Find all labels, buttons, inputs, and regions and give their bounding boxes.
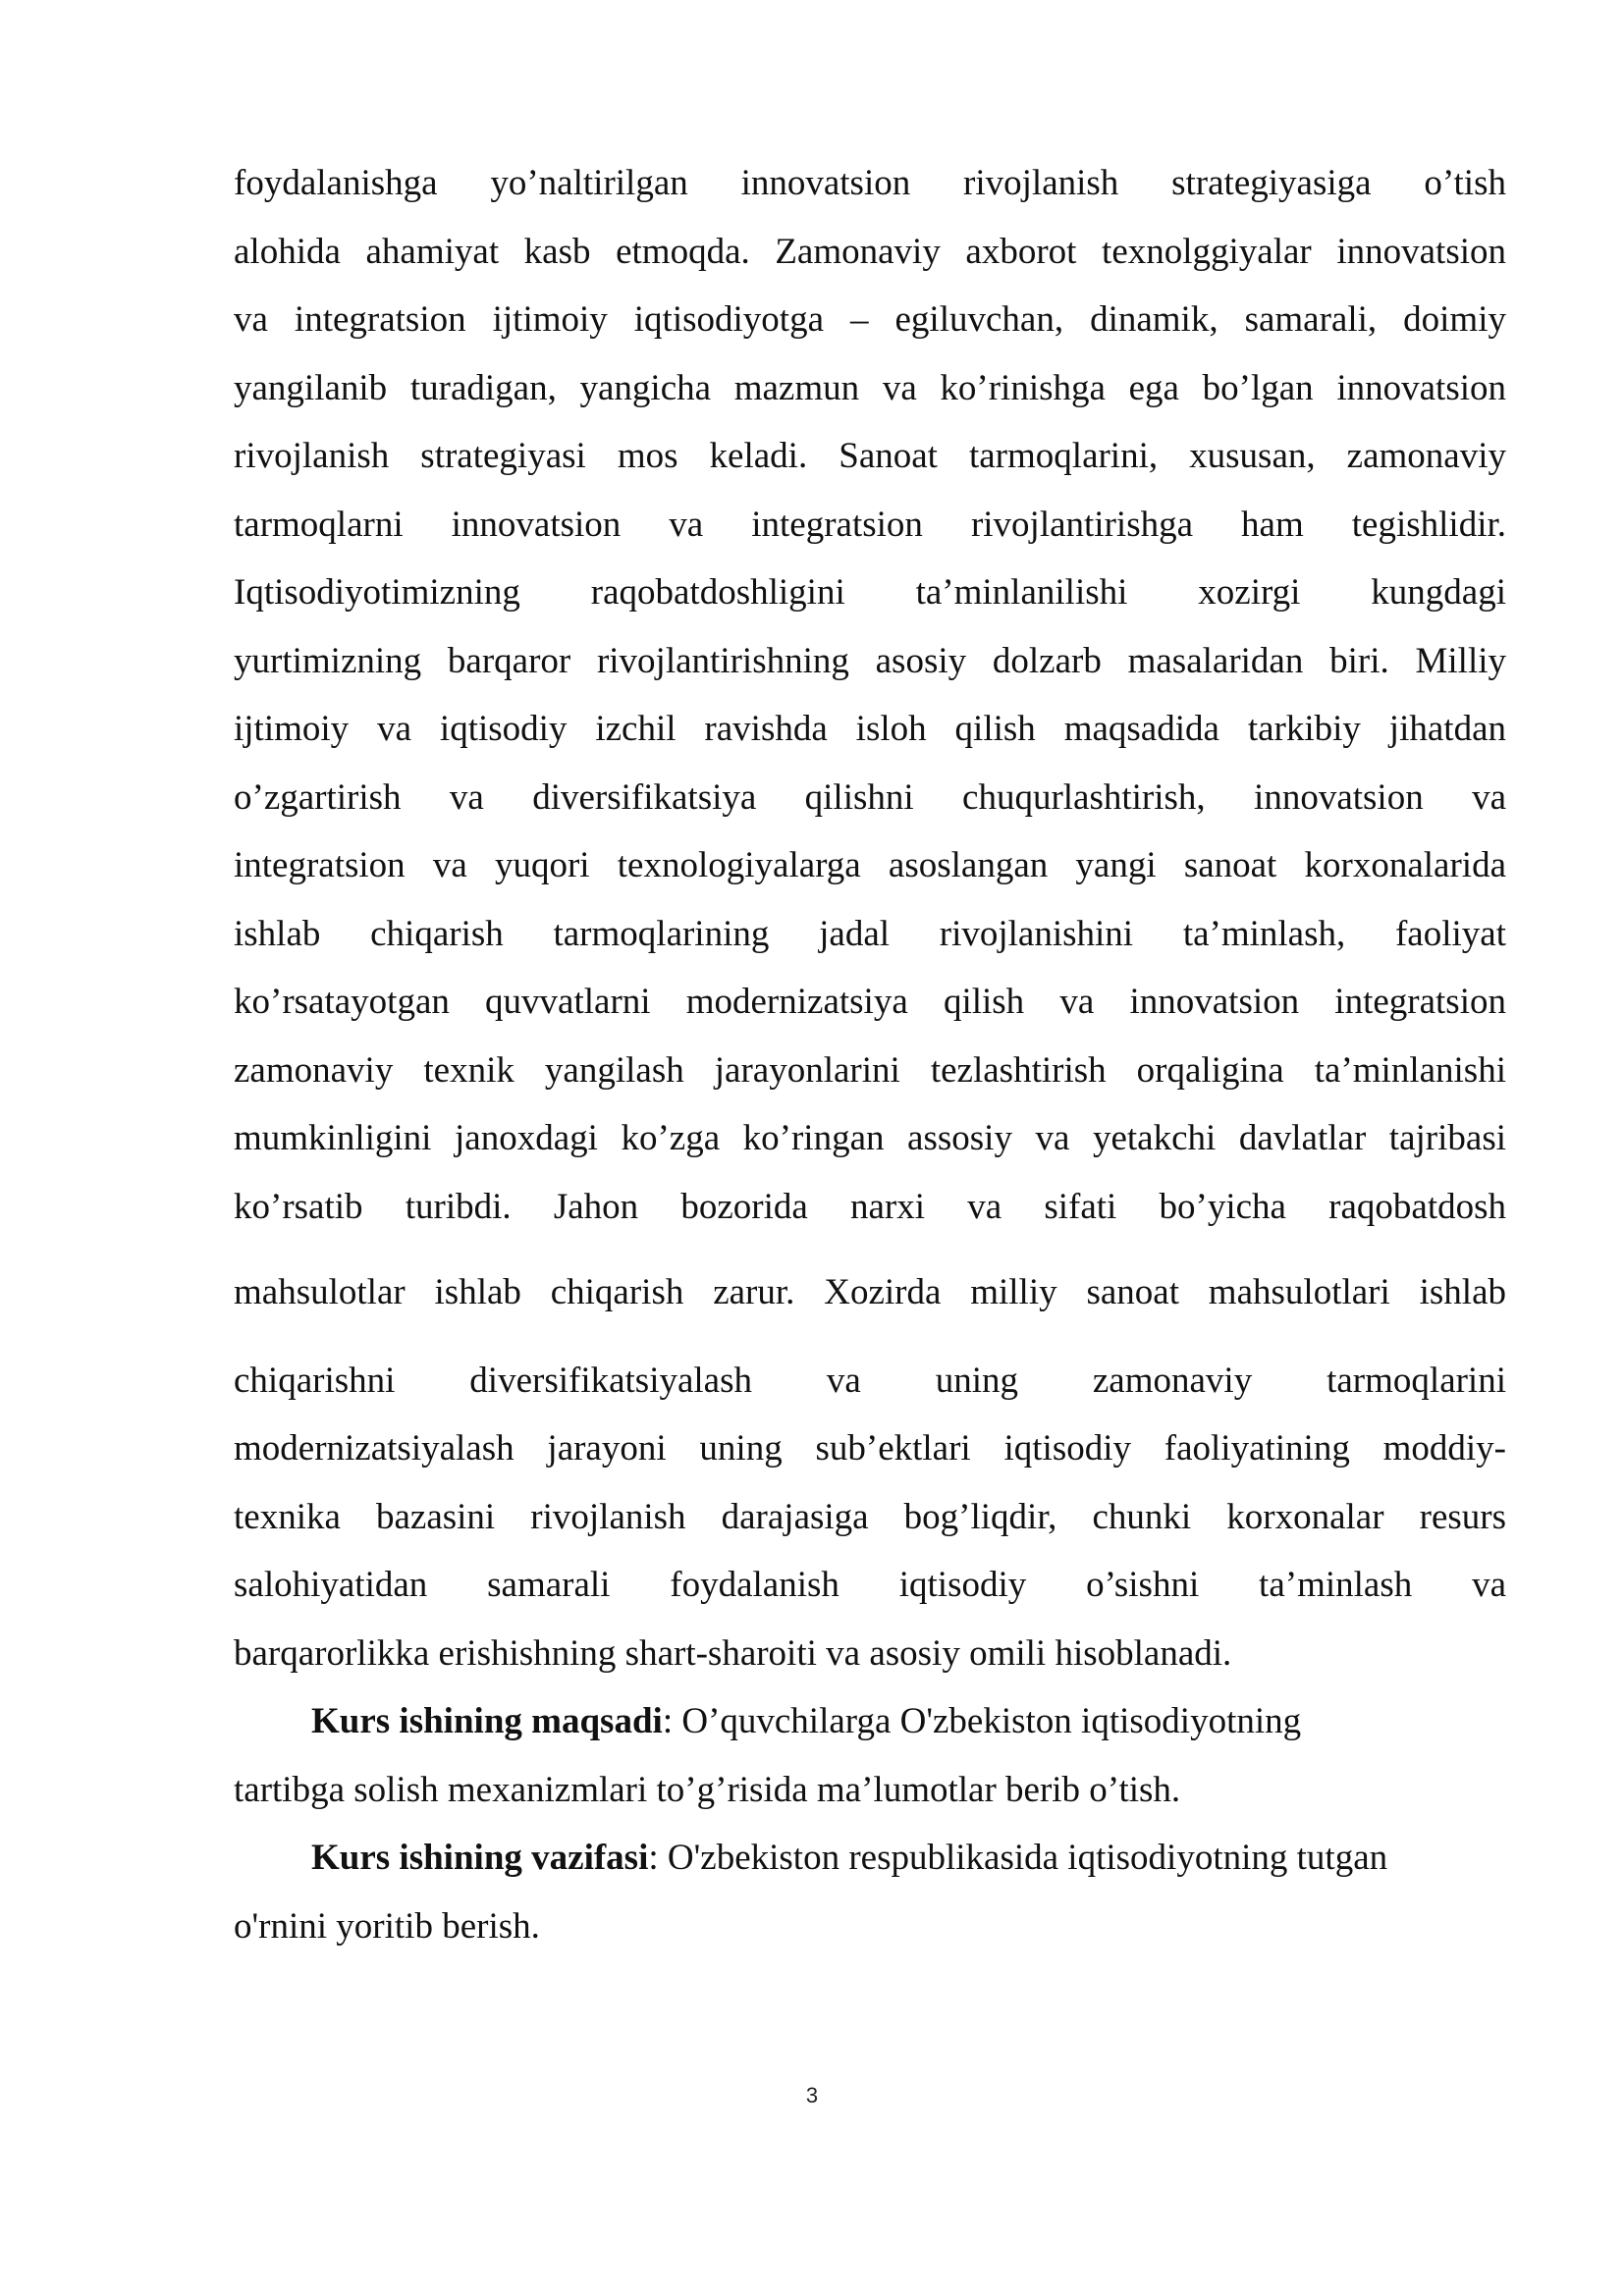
- text-line: mahsulotlar ishlab chiqarish zarur. Xozirda milliy sanoat mahsulotlari ishlab: [234, 1272, 1506, 1312]
- task-label: Kurs ishining vazifasi: [311, 1838, 649, 1878]
- text-line: foydalanishga yo’naltirilgan innovatsion rivojlanish strategiyasiga o’tish: [234, 163, 1506, 203]
- text-line: chiqarishni diversifikatsiyalash va uning zamonaviy tarmoqlarini: [234, 1360, 1506, 1401]
- page-number: 3: [805, 2083, 819, 2108]
- goal-text-continued: tartibga solish mexanizmlari to’g’risida ma’lumotlar berib o’tish.: [234, 1769, 1181, 1810]
- text-line: barqarorlikka erishishning shart-sharoiti va asosiy omili hisoblanadi.: [234, 1632, 1232, 1674]
- goal-label: Kurs ishining maqsadi: [311, 1701, 663, 1741]
- task-text: : O'zbekiston respublikasida iqtisodiyotning tutgan: [648, 1838, 1388, 1878]
- text-line: tarmoqlarni innovatsion va integratsion rivojlantirishga ham tegishlidir.: [234, 504, 1506, 545]
- task-paragraph: [234, 1824, 1506, 1893]
- text-line: alohida ahamiyat kasb etmoqda. Zamonaviy axborot texnolggiyalar innovatsion: [234, 231, 1506, 272]
- text-line: yangilanib turadigan, yangicha mazmun va ko’rinishga ega bo’lgan innovatsion: [234, 367, 1506, 408]
- task-text-continued: o'rnini yoritib berish.: [234, 1905, 540, 1947]
- text-line: o’zgartirish va diversifikatsiya qilishni chuqurlashtirish, innovatsion va: [234, 776, 1506, 818]
- text-line: modernizatsiyalash jarayoni uning sub’ektlari iqtisodiy faoliyatining moddiy-: [234, 1428, 1506, 1468]
- text-line: integratsion va yuqori texnologiyalarga asoslangan yangi sanoat korxonalarida: [234, 845, 1506, 885]
- text-line: rivojlanish strategiyasi mos keladi. Sanoat tarmoqlarini, xususan, zamonaviy: [234, 436, 1506, 476]
- text-line: va integratsion ijtimoiy iqtisodiyotga – egiluvchan, dinamik, samarali, doimiy: [234, 299, 1506, 340]
- text-line: Iqtisodiyotimizning raqobatdoshligini ta’minlanilishi xozirgi kungdagi: [234, 572, 1506, 613]
- text-line: ko’rsatayotgan quvvatlarni modernizatsiya qilish va innovatsion integratsion: [234, 982, 1506, 1022]
- text-line: zamonaviy texnik yangilash jarayonlarini tezlashtirish orqaligina ta’minlanishi: [234, 1049, 1506, 1091]
- text-line: yurtimizning barqaror rivojlantirishning asosiy dolzarb masalaridan biri. Milliy: [234, 640, 1506, 681]
- text-line: ishlab chiqarish tarmoqlarining jadal rivojlanishini ta’minlash, faoliyat: [234, 913, 1506, 954]
- goal-paragraph: [234, 1687, 1506, 1756]
- goal-text: : O’quvchilarga O'zbekiston iqtisodiyotning: [662, 1701, 1302, 1741]
- text-line: ijtimoiy va iqtisodiy izchil ravishda isloh qilish maqsadida tarkibiy jihatdan: [234, 709, 1506, 749]
- body-text: [234, 149, 1506, 1960]
- text-line: texnika bazasini rivojlanish darajasiga bog’liqdir, chunki korxonalar resurs: [234, 1496, 1506, 1537]
- text-line: mumkinligini janoxdagi ko’zga ko’ringan assosiy va yetakchi davlatlar tajribasi: [234, 1118, 1506, 1158]
- text-line: salohiyatidan samarali foydalanish iqtisodiy o’sishni ta’minlash va: [234, 1565, 1506, 1605]
- text-line: ko’rsatib turibdi. Jahon bozorida narxi va sifati bo’yicha raqobatdosh: [234, 1186, 1506, 1227]
